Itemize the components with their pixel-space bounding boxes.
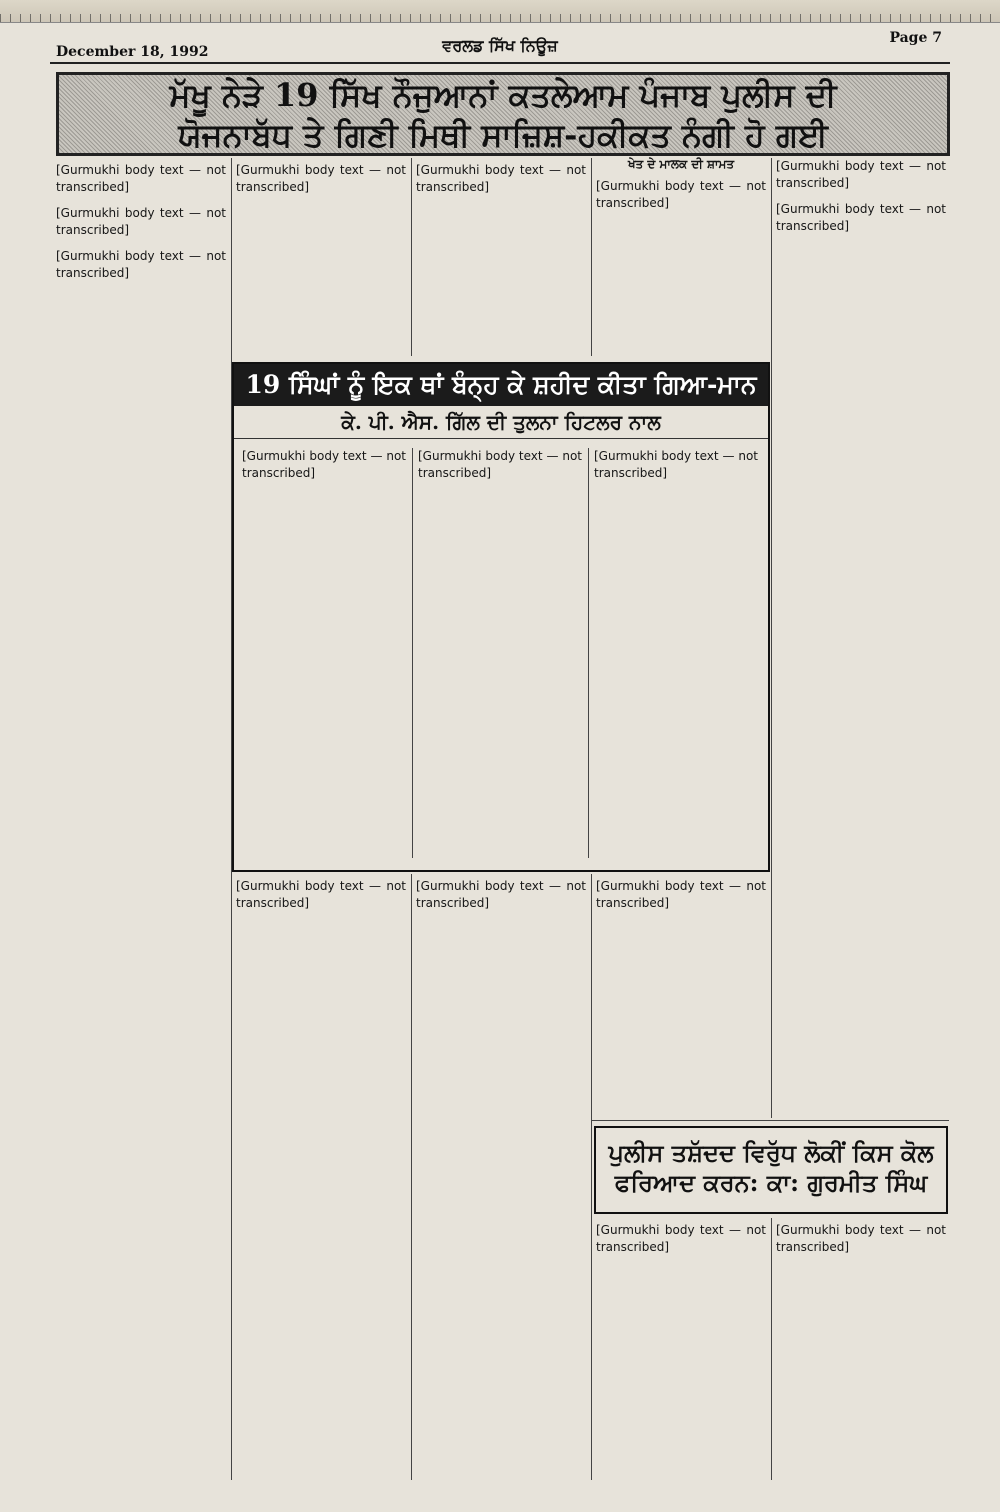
boxed-story-paragraph: [Gurmukhi body text — not transcribed] xyxy=(242,449,406,480)
second-story-column-b xyxy=(776,1222,946,1480)
lower-column-2-paragraph: [Gurmukhi body text — not transcribed] xyxy=(236,879,406,910)
column-2 xyxy=(236,162,406,354)
column-5-paragraph: [Gurmukhi body text — not transcribed] xyxy=(776,159,946,190)
boxed-story-column-b xyxy=(418,448,582,858)
column-5-paragraph: [Gurmukhi body text — not transcribed] xyxy=(776,202,946,233)
paper-name: ਵਰਲਡ ਸਿੱਖ ਨਿਊਜ਼ xyxy=(442,36,558,55)
lower-column-3 xyxy=(416,878,586,1480)
second-story-headline xyxy=(594,1126,948,1214)
column-5 xyxy=(776,158,946,1110)
column-3-paragraph: [Gurmukhi body text — not transcribed] xyxy=(416,163,586,194)
column-1-paragraph: [Gurmukhi body text — not transcribed] xyxy=(56,249,226,280)
boxed-story-rule xyxy=(588,448,589,858)
boxed-story-paragraph: [Gurmukhi body text — not transcribed] xyxy=(418,449,582,480)
second-story-paragraph: [Gurmukhi body text — not transcribed] xyxy=(596,1223,766,1254)
column-rule xyxy=(231,158,232,1480)
column-1 xyxy=(56,162,226,1480)
lower-column-4-paragraph: [Gurmukhi body text — not transcribed] xyxy=(596,879,766,910)
second-story-headline-line1: ਪੁਲੀਸ ਤਸ਼ੱਦਦ ਵਿਰੁੱਧ ਲੋਕੀਂ ਕਿਸ ਕੋਲ xyxy=(608,1138,934,1167)
masthead xyxy=(50,26,950,60)
column-4 xyxy=(596,156,766,354)
column-rule xyxy=(411,874,412,1480)
column-rule xyxy=(771,1218,772,1480)
column-3 xyxy=(416,162,586,354)
column-1-paragraph: [Gurmukhi body text — not transcribed] xyxy=(56,163,226,194)
column-rule xyxy=(591,158,592,356)
boxed-story-column-c xyxy=(594,448,758,858)
second-story-column-a xyxy=(596,1222,766,1480)
main-headline-line2: ਯੋਜਨਾਬੱਧ ਤੇ ਗਿਣੀ ਮਿਥੀ ਸਾਜ਼ਿਸ਼-ਹਕੀਕਤ ਨੰਗੀ ਹੋ ਗਈ xyxy=(178,116,828,154)
boxed-story xyxy=(232,362,770,872)
main-headline xyxy=(56,72,950,156)
column-4-title: ਖੇਤ ਦੇ ਮਾਲਕ ਦੀ ਸ਼ਾਮਤ xyxy=(627,157,735,171)
column-2-paragraph: [Gurmukhi body text — not transcribed] xyxy=(236,163,406,194)
column-rule xyxy=(411,158,412,356)
second-story-paragraph: [Gurmukhi body text — not transcribed] xyxy=(776,1223,946,1254)
issue-date: December 18, 1992 xyxy=(56,44,209,60)
main-headline-line1: ਮੱਖੂ ਨੇੜੇ 19 ਸਿੱਖ ਨੌਜੁਆਨਾਂ ਕਤਲੇਆਮ ਪੰਜਾਬ ਪੁਲੀਸ ਦੀ xyxy=(169,76,837,114)
boxed-story-column-a xyxy=(242,448,406,858)
masthead-rule xyxy=(50,62,950,64)
column-rule xyxy=(591,874,592,1480)
column-rule xyxy=(771,158,772,1118)
boxed-story-headline: 19 ਸਿੰਘਾਂ ਨੂੰ ਇਕ ਥਾਂ ਬੰਨ੍ਹ ਕੇ ਸ਼ਹੀਦ ਕੀਤਾ ਗਿਆ-ਮਾਨ xyxy=(234,364,768,406)
column-4-paragraph: [Gurmukhi body text — not transcribed] xyxy=(596,179,766,210)
page-number: Page 7 xyxy=(889,30,942,46)
boxed-story-subhead: ਕੇ. ਪੀ. ਐਸ. ਗਿੱਲ ਦੀ ਤੁਲਨਾ ਹਿਟਲਰ ਨਾਲ xyxy=(234,406,768,439)
lower-column-3-paragraph: [Gurmukhi body text — not transcribed] xyxy=(416,879,586,910)
scanner-ruler xyxy=(0,0,1000,23)
section-rule xyxy=(591,1120,949,1121)
second-story-headline-line2: ਫਰਿਆਦ ਕਰਨ: ਕਾ: ਗੁਰਮੀਤ ਸਿੰਘ xyxy=(614,1168,928,1197)
lower-column-4 xyxy=(596,878,766,1118)
boxed-story-rule xyxy=(412,448,413,858)
lower-column-2 xyxy=(236,878,406,1480)
column-1-paragraph: [Gurmukhi body text — not transcribed] xyxy=(56,206,226,237)
boxed-story-paragraph: [Gurmukhi body text — not transcribed] xyxy=(594,449,758,480)
